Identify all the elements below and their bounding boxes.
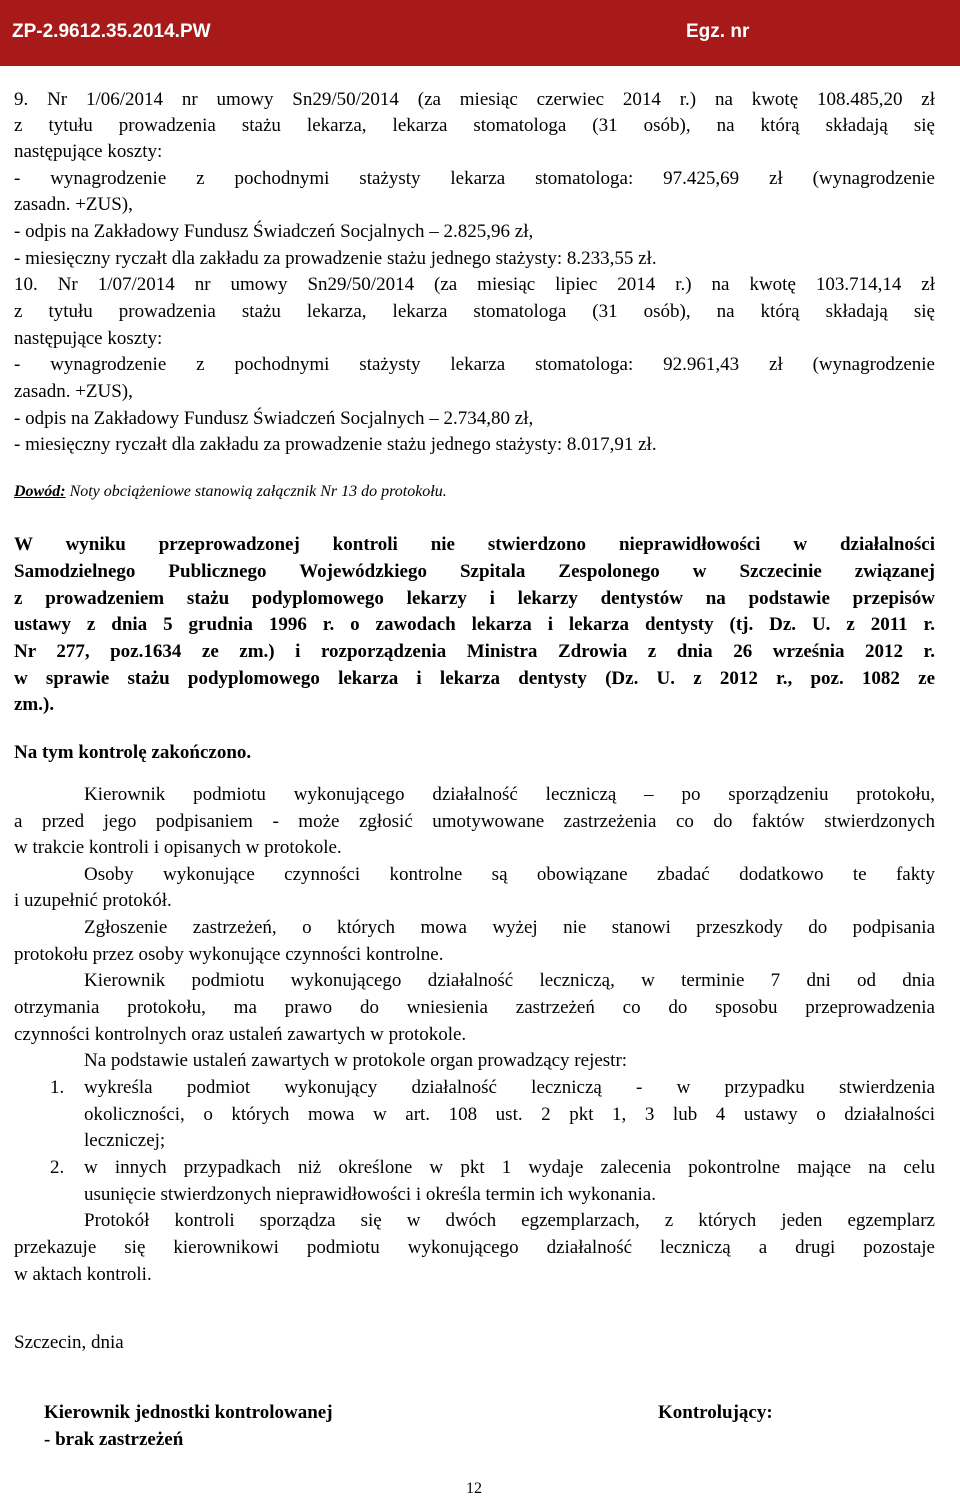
para5: Na podstawie ustaleń zawartych w protokole organ prowadzący rejestr: — [84, 1050, 628, 1071]
document-reference: ZP-2.9612.35.2014.PW — [12, 21, 211, 42]
list-item-1-line-3: leczniczej; — [84, 1130, 166, 1151]
conclusion-line-4: ustawy z dnia 5 grudnia 1996 r. o zawodach lekarza i lekarza dentysty (tj. Dz. U. z 2011 r. — [14, 614, 935, 635]
para6-line-2: przekazuje się kierownikowi podmiotu wykonującego działalność leczniczą a drugi pozostaje — [14, 1237, 935, 1258]
para2-line-2: i uzupełnić protokół. — [14, 890, 172, 911]
item-10-line-7: - miesięczny ryczałt dla zakładu za prowadzenie stażu jednego stażysty: 8.017,91 zł. — [14, 434, 657, 455]
item-10-line-3: następujące koszty: — [14, 328, 163, 349]
conclusion-line-2: Samodzielnego Publicznego Wojewódzkiego Szpitala Zespolonego w Szczecinie związanej — [14, 561, 935, 582]
list-number-1: 1. — [50, 1077, 65, 1098]
item-10-line-4: - wynagrodzenie z pochodnymi stażysty lekarza stomatologa: 92.961,43 zł (wynagrodzenie — [14, 354, 935, 375]
para6-line-3: w aktach kontroli. — [14, 1264, 152, 1285]
place-date: Szczecin, dnia — [14, 1332, 124, 1353]
item-9-line-2: z tytułu prowadzenia stażu lekarza, lekarza stomatologa (31 osób), na którą składają się — [14, 115, 935, 136]
item-9-line-1: 9. Nr 1/06/2014 nr umowy Sn29/50/2014 (za miesiąc czerwiec 2014 r.) na kwotę 108.485,20 zł — [14, 89, 935, 110]
para3-line-1: Zgłoszenie zastrzeżeń, o których mowa wyżej nie stanowi przeszkody do podpisania — [84, 917, 935, 938]
copy-number-label: Egz. nr — [686, 21, 750, 42]
item-9-line-5: zasadn. +ZUS), — [14, 194, 133, 215]
document-header — [0, 0, 960, 66]
closing-statement: Na tym kontrolę zakończono. — [14, 742, 252, 763]
para4-line-2: otrzymania protokołu, ma prawo do wniesienia zastrzeżeń co do sposobu przeprowadzenia — [14, 997, 935, 1018]
para4-line-1: Kierownik podmiotu wykonującego działalność leczniczą, w terminie 7 dni od dnia — [84, 970, 935, 991]
para1-line-2: a przed jego podpisaniem - może zgłosić umotywowane zastrzeżenia co do faktów stwierdzonych — [14, 811, 935, 832]
list-number-2: 2. — [50, 1157, 65, 1178]
evidence-label: Dowód: — [14, 483, 66, 500]
item-10-line-6: - odpis na Zakładowy Fundusz Świadczeń Socjalnych – 2.734,80 zł, — [14, 408, 534, 429]
list-item-1-line-1: wykreśla podmiot wykonujący działalność leczniczą - w przypadku stwierdzenia — [84, 1077, 935, 1098]
list-item-2-line-2: usunięcie stwierdzonych nieprawidłowości i określa termin ich wykonania. — [84, 1184, 656, 1205]
item-10-line-2: z tytułu prowadzenia stażu lekarza, lekarza stomatologa (31 osób), na którą składają się — [14, 301, 935, 322]
page-number: 12 — [466, 1480, 482, 1497]
list-item-1-line-2: okoliczności, o których mowa w art. 108 ust. 2 pkt 1, 3 lub 4 ustawy o działalności — [84, 1104, 935, 1125]
para6-line-1: Protokół kontroli sporządza się w dwóch egzemplarzach, z których jeden egzemplarz — [84, 1210, 935, 1231]
conclusion-line-1: W wyniku przeprowadzonej kontroli nie stwierdzono nieprawidłowości w działalności — [14, 534, 935, 555]
conclusion-line-6: w sprawie stażu podyplomowego lekarza i lekarza dentysty (Dz. U. z 2012 r., poz. 1082 ze — [14, 668, 935, 689]
para1-line-3: w trakcie kontroli i opisanych w protokole. — [14, 837, 342, 858]
conclusion-line-3: z prowadzeniem stażu podyplomowego lekarzy i lekarzy dentystów na podstawie przepisów — [14, 588, 935, 609]
item-9-line-6: - odpis na Zakładowy Fundusz Świadczeń Socjalnych – 2.825,96 zł, — [14, 221, 534, 242]
item-9-line-7: - miesięczny ryczałt dla zakładu za prowadzenie stażu jednego stażysty: 8.233,55 zł. — [14, 248, 657, 269]
signature-left-note: - brak zastrzeżeń — [44, 1429, 184, 1450]
list-item-2-line-1: w innych przypadkach niż określone w pkt 1 wydaje zalecenia pokontrolne mające na celu — [84, 1157, 935, 1178]
conclusion-line-5: Nr 277, poz.1634 ze zm.) i rozporządzenia Ministra Zdrowia z dnia 26 września 2012 r. — [14, 641, 935, 662]
para4-line-3: czynności kontrolnych oraz ustaleń zawartych w protokole. — [14, 1024, 467, 1045]
signature-left-title: Kierownik jednostki kontrolowanej — [44, 1402, 333, 1423]
item-10-line-1: 10. Nr 1/07/2014 nr umowy Sn29/50/2014 (za miesiąc lipiec 2014 r.) na kwotę 103.714,14 zł — [14, 274, 935, 295]
para1-line-1: Kierownik podmiotu wykonującego działalność leczniczą – po sporządzeniu protokołu, — [84, 784, 935, 805]
item-9-line-4: - wynagrodzenie z pochodnymi stażysty lekarza stomatologa: 97.425,69 zł (wynagrodzenie — [14, 168, 935, 189]
item-10-line-5: zasadn. +ZUS), — [14, 381, 133, 402]
para3-line-2: protokołu przez osoby wykonujące czynności kontrolne. — [14, 944, 444, 965]
item-9-line-3: następujące koszty: — [14, 141, 163, 162]
evidence-note — [14, 479, 447, 505]
evidence-text: Noty obciążeniowe stanowią załącznik Nr 13 do protokołu. — [65, 483, 447, 500]
para2-line-1: Osoby wykonujące czynności kontrolne są obowiązane zbadać dodatkowo te fakty — [84, 864, 935, 885]
signature-right-title: Kontrolujący: — [658, 1402, 773, 1423]
conclusion-line-7: zm.). — [14, 694, 55, 715]
